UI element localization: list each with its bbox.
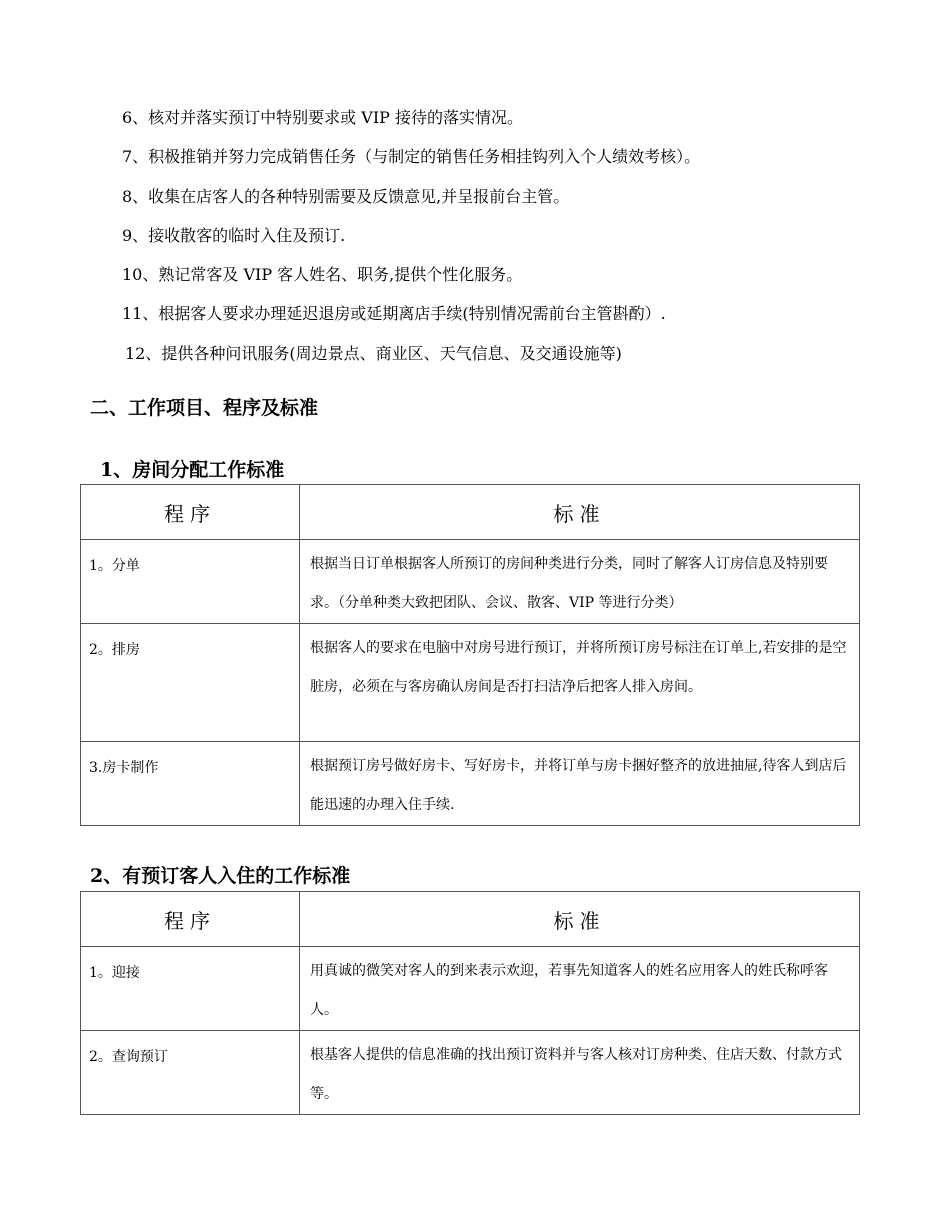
header-procedure: 程序 (81, 485, 300, 540)
procedure-cell: 2。查询预订 (81, 1031, 300, 1115)
table-row (81, 1031, 860, 1115)
duty-list (122, 98, 902, 373)
standard-cell: 根据预订房号做好房卡、写好房卡，并将订单与房卡捆好整齐的放进抽屉,待客人到店后能迅速的办理入住手续. (300, 742, 860, 826)
table-row (81, 624, 860, 742)
table-row (81, 540, 860, 624)
section-title: 二、工作项目、程序及标准 (90, 397, 319, 419)
table-header-row (81, 485, 860, 540)
reserved-check-in-table (80, 891, 860, 1115)
standard-cell: 根基客人提供的信息准确的找出预订资料并与客人核对订房种类、住店天数、付款方式等。 (300, 1031, 860, 1115)
table-row (81, 742, 860, 826)
header-standard: 标准 (300, 892, 860, 947)
procedure-cell: 3.房卡制作 (81, 742, 300, 826)
table-title-room-allocation: 1、房间分配工作标准 (100, 459, 285, 481)
table-row (81, 947, 860, 1031)
standard-cell: 根据当日订单根据客人所预订的房间种类进行分类，同时了解客人订房信息及特别要求。（分单种类大致把团队、会议、散客、VIP 等进行分类） (300, 540, 860, 624)
list-item: 11、根据客人要求办理延迟退房或延期离店手续(特别情况需前台主管斟酌）. (122, 304, 666, 324)
header-standard: 标准 (300, 485, 860, 540)
list-item: 7、积极推销并努力完成销售任务（与制定的销售任务相挂钩列入个人绩效考核）。 (122, 147, 701, 167)
list-item: 6、核对并落实预订中特别要求或 VIP 接待的落实情况。 (122, 108, 523, 127)
procedure-cell: 1。分单 (81, 540, 300, 624)
table-header-row (81, 892, 860, 947)
room-allocation-table (80, 484, 860, 826)
list-item: 8、收集在店客人的各种特别需要及反馈意见,并呈报前台主管。 (122, 186, 570, 206)
header-procedure: 程序 (81, 892, 300, 947)
procedure-cell: 2。排房 (81, 624, 300, 742)
list-item: 12、提供各种问讯服务(周边景点、商业区、天气信息、及交通设施等) (125, 343, 622, 363)
standard-cell: 根据客人的要求在电脑中对房号进行预订，并将所预订房号标注在订单上,若安排的是空脏房，必须在与客房确认房间是否打扫洁净后把客人排入房间。 (300, 624, 860, 742)
list-item: 9、接收散客的临时入住及预订. (122, 225, 346, 245)
standard-cell: 用真诚的微笑对客人的到来表示欢迎，若事先知道客人的姓名应用客人的姓氏称呼客人。 (300, 947, 860, 1031)
list-item: 10、熟记常客及 VIP 客人姓名、职务,提供个性化服务。 (122, 265, 523, 285)
table-title-check-in: 2、有预订客人入住的工作标准 (90, 865, 351, 887)
procedure-cell: 1。迎接 (81, 947, 300, 1031)
